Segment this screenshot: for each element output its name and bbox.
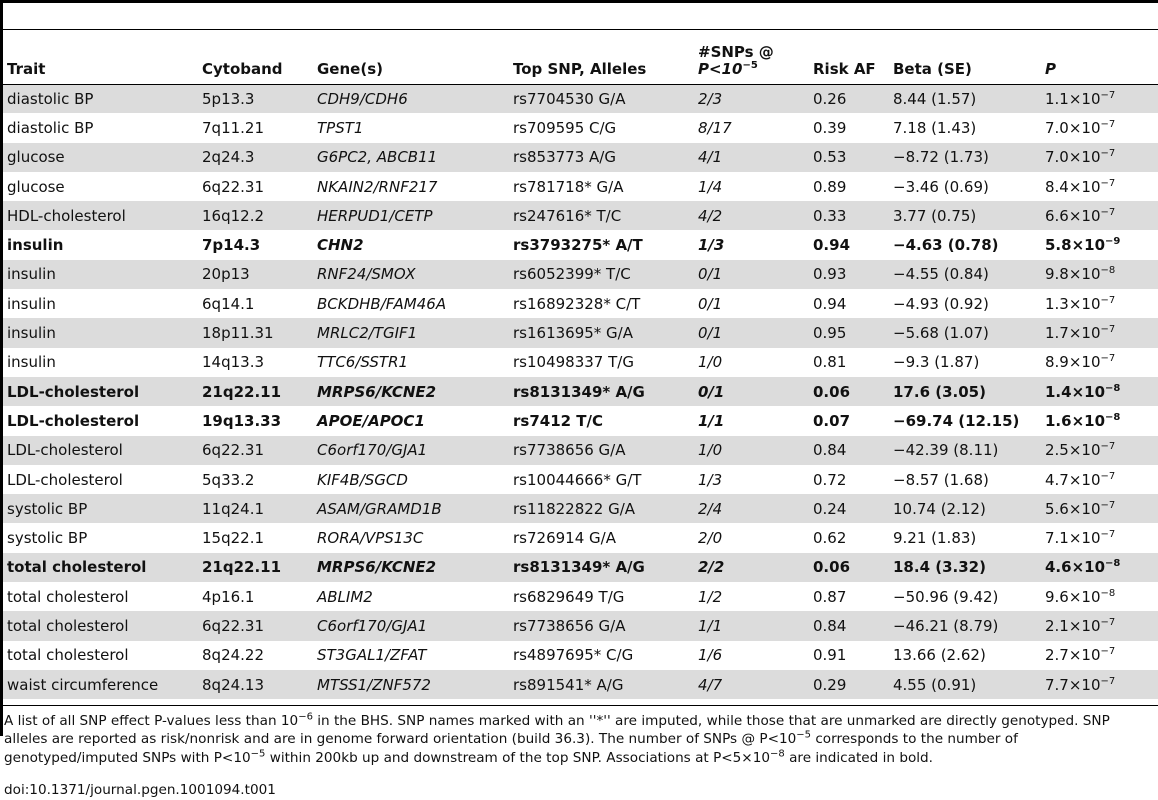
table-row (3, 494, 1158, 523)
cell-cytoband: 6q22.31 (202, 177, 265, 196)
cell-cytoband: 14q13.3 (202, 353, 265, 372)
cell-trait: total cholesterol (3, 611, 198, 640)
table-row (3, 406, 1158, 435)
cell-genes: KIF4B/SGCD (317, 470, 408, 489)
p-mantissa: 8.4 (1045, 177, 1069, 196)
table-row (3, 113, 1158, 142)
p-exponent: −7 (1100, 294, 1116, 306)
cell-snp: rs7704530 G/A (509, 84, 694, 113)
table-container (3, 30, 1158, 699)
cell-snp: rs16892328* C/T (513, 294, 641, 313)
p-mantissa: 5.8 (1045, 236, 1072, 255)
table-row (3, 84, 1158, 113)
cell-snp: rs891541* A/G (509, 670, 694, 699)
cell-cytoband: 6q22.31 (198, 611, 313, 640)
cell-beta: −50.96 (9.42) (893, 587, 999, 606)
cell-risk-af: 0.39 (813, 118, 847, 137)
cell-trait: LDL-cholesterol (3, 377, 198, 406)
cell-trait: insulin (3, 260, 198, 289)
cell-genes: MRLC2/TGIF1 (313, 318, 509, 347)
table-row (3, 582, 1158, 611)
cell-risk-af: 0.06 (809, 553, 889, 582)
cell-nsnps: 0/1 (698, 294, 723, 313)
p-mantissa: 2.5 (1045, 441, 1069, 460)
p-exponent: −7 (1100, 177, 1116, 189)
cell-nsnps: 1/0 (698, 353, 723, 372)
cell-risk-af: 0.91 (813, 646, 847, 665)
cell-cytoband: 6q22.31 (198, 436, 313, 465)
cell-beta: −8.72 (1.73) (889, 143, 1041, 172)
cell-nsnps: 2/0 (698, 529, 723, 548)
cell-cytoband: 8q24.13 (198, 670, 313, 699)
cell-cytoband: 2q24.3 (198, 143, 313, 172)
cell-nsnps: 8/17 (698, 118, 732, 137)
cell-beta: 13.66 (2.62) (893, 646, 986, 665)
cell-genes: APOE/APOC1 (317, 411, 425, 430)
p-mantissa: 1.6 (1045, 411, 1072, 430)
cell-cytoband: 19q13.33 (202, 411, 282, 430)
cell-genes: RNF24/SMOX (313, 260, 509, 289)
cell-risk-af: 0.94 (813, 236, 851, 255)
cell-p: $6.6\times 10^{-7}$ (1041, 201, 1158, 230)
table-row (3, 670, 1158, 699)
cell-trait: waist circumference (3, 670, 198, 699)
cell-snp: rs7738656 G/A (509, 611, 694, 640)
cell-risk-af: 0.84 (809, 436, 889, 465)
cell-genes: BCKDHB/FAM46A (317, 294, 447, 313)
cell-risk-af: 0.93 (809, 260, 889, 289)
cell-p: $8.9\times 10^{-7}$ (1045, 353, 1116, 372)
cell-p: $2.1\times 10^{-7}$ (1041, 611, 1158, 640)
table-row (3, 348, 1158, 377)
cell-risk-af: 0.33 (809, 201, 889, 230)
cell-snp: rs4897695* C/G (513, 646, 634, 665)
snp-table (3, 30, 1158, 699)
cell-nsnps: 0/1 (694, 260, 809, 289)
cell-p: $5.8\times 10^{-9}$ (1045, 236, 1121, 255)
cell-beta: 7.18 (1.43) (893, 118, 977, 137)
cell-trait: LDL-cholesterol (3, 436, 198, 465)
cell-nsnps: 1/2 (698, 587, 723, 606)
cell-beta: −46.21 (8.79) (889, 611, 1041, 640)
p-exponent: −7 (1100, 470, 1116, 482)
cell-trait: insulin (3, 318, 198, 347)
cell-beta: −9.3 (1.87) (893, 353, 980, 372)
p-mantissa: 7.1 (1045, 529, 1069, 548)
cell-trait: diastolic BP (7, 118, 94, 137)
cell-risk-af: 0.07 (813, 411, 851, 430)
cell-beta: −3.46 (0.69) (893, 177, 989, 196)
p-mantissa: 9.8 (1045, 265, 1069, 284)
cell-genes: MRPS6/KCNE2 (313, 553, 509, 582)
p-exponent: −8 (1105, 558, 1121, 570)
col-nsnps: #SNPs @ $P<10^{-5}$ (694, 30, 809, 84)
cell-cytoband: 21q22.11 (198, 377, 313, 406)
table-row (3, 436, 1158, 465)
cell-genes: MRPS6/KCNE2 (313, 377, 509, 406)
cell-cytoband: 7p14.3 (202, 236, 261, 255)
p-exponent: −7 (1100, 324, 1116, 336)
cell-snp: rs11822822 G/A (509, 494, 694, 523)
table-row (3, 289, 1158, 318)
cell-cytoband: 21q22.11 (198, 553, 313, 582)
p-exponent: −7 (1100, 118, 1116, 130)
col-trait: Trait (3, 30, 198, 84)
cell-beta: −8.57 (1.68) (893, 470, 989, 489)
table-row (3, 377, 1158, 406)
cell-risk-af: 0.89 (813, 177, 847, 196)
col-genes: Gene(s) (313, 30, 509, 84)
p-exponent: −7 (1100, 675, 1116, 687)
cell-snp: rs6052399* T/C (509, 260, 694, 289)
cell-snp: rs7412 T/C (513, 411, 604, 430)
cell-beta: 18.4 (3.32) (889, 553, 1041, 582)
cell-genes: G6PC2, ABCB11 (313, 143, 509, 172)
cell-p: $8.4\times 10^{-7}$ (1045, 177, 1116, 196)
cell-trait: total cholesterol (3, 553, 198, 582)
p-exponent: −7 (1100, 529, 1116, 541)
p-mantissa: 1.4 (1045, 382, 1072, 401)
table-row (3, 553, 1158, 582)
cell-nsnps: 4/1 (694, 143, 809, 172)
cell-nsnps: 2/2 (694, 553, 809, 582)
cell-snp: rs726914 G/A (513, 529, 616, 548)
cell-p: $4.7\times 10^{-7}$ (1045, 470, 1116, 489)
cell-beta: −4.93 (0.92) (893, 294, 989, 313)
cell-snp: rs781718* G/A (513, 177, 624, 196)
cell-snp: rs853773 A/G (509, 143, 694, 172)
cell-risk-af: 0.53 (809, 143, 889, 172)
cell-cytoband: 6q14.1 (202, 294, 255, 313)
cell-trait: insulin (7, 353, 56, 372)
cell-genes: C6orf170/GJA1 (313, 436, 509, 465)
cell-trait: systolic BP (7, 529, 88, 548)
col-cytoband: Cytoband (198, 30, 313, 84)
cell-risk-af: 0.95 (809, 318, 889, 347)
cell-trait: LDL-cholesterol (7, 411, 140, 430)
cell-cytoband: 18p11.31 (198, 318, 313, 347)
p-mantissa: 6.6 (1045, 206, 1069, 225)
cell-nsnps: 0/1 (694, 318, 809, 347)
cell-snp: rs10498337 T/G (513, 353, 634, 372)
cell-risk-af: 0.26 (809, 84, 889, 113)
cell-risk-af: 0.94 (813, 294, 847, 313)
cell-trait: insulin (7, 236, 64, 255)
cell-trait: diastolic BP (3, 84, 198, 113)
cell-trait: glucose (7, 177, 65, 196)
cell-beta: −5.68 (1.07) (889, 318, 1041, 347)
p-mantissa: 7.0 (1045, 148, 1069, 167)
cell-beta: 3.77 (0.75) (889, 201, 1041, 230)
top-rule (0, 0, 1158, 3)
cell-cytoband: 7q11.21 (202, 118, 265, 137)
p-mantissa: 2.7 (1045, 646, 1069, 665)
p-mantissa: 4.7 (1045, 470, 1069, 489)
cell-genes: NKAIN2/RNF217 (317, 177, 438, 196)
cell-nsnps: 1/3 (698, 236, 725, 255)
p-mantissa: 1.3 (1045, 294, 1069, 313)
cell-trait: total cholesterol (7, 646, 129, 665)
cell-snp: rs6829649 T/G (513, 587, 625, 606)
cell-beta: −4.63 (0.78) (893, 236, 999, 255)
p-mantissa: 7.0 (1045, 118, 1069, 137)
cell-trait: systolic BP (3, 494, 198, 523)
p-exponent: −7 (1100, 148, 1116, 160)
cell-p: $4.6\times 10^{-8}$ (1041, 553, 1158, 582)
table-row (3, 230, 1158, 259)
cell-p: $7.7\times 10^{-7}$ (1041, 670, 1158, 699)
cell-trait: glucose (3, 143, 198, 172)
cell-cytoband: 16q12.2 (198, 201, 313, 230)
cell-nsnps: 0/1 (694, 377, 809, 406)
p-mantissa: 9.6 (1045, 587, 1069, 606)
cell-nsnps: 1/0 (694, 436, 809, 465)
table-row (3, 641, 1158, 670)
cell-p: $7.0\times 10^{-7}$ (1041, 143, 1158, 172)
cell-cytoband: 8q24.22 (202, 646, 265, 665)
p-exponent: −9 (1105, 236, 1121, 248)
cell-snp: rs7738656 G/A (509, 436, 694, 465)
cell-nsnps: 4/7 (694, 670, 809, 699)
cell-risk-af: 0.62 (813, 529, 847, 548)
cell-beta: 8.44 (1.57) (889, 84, 1041, 113)
cell-p: $1.1\times 10^{-7}$ (1041, 84, 1158, 113)
cell-risk-af: 0.84 (809, 611, 889, 640)
table-caption: A list of all SNP effect P-values less than $10^{-6}$ in the BHS. SNP names marked with an ''*'' are imputed, while those that are unmarked are directly genotyped. SNP alleles are reported as risk/nonrisk and are in genome forward orientation (build 36.3). The number of SNPs @ $P<10^{-5}$ corresponds to the number of genotyped/imputed SNPs with $P<10^{-5}$ within 200kb up and downstream of the top SNP. Associations at $P<5\times 10^{-8}$ are indicated in bold. (4, 711, 1110, 766)
p-exponent: −7 (1100, 499, 1116, 511)
p-exponent: −7 (1100, 89, 1116, 101)
cell-cytoband: 4p16.1 (202, 587, 255, 606)
col-beta: Beta (SE) (889, 30, 1041, 84)
cell-trait: LDL-cholesterol (7, 470, 123, 489)
cell-p: $1.6\times 10^{-8}$ (1045, 411, 1121, 430)
p-mantissa: 1.1 (1045, 89, 1069, 108)
p-mantissa: 4.6 (1045, 558, 1072, 577)
cell-snp: rs8131349* A/G (509, 553, 694, 582)
col-p: P (1041, 30, 1158, 84)
cell-genes: CHN2 (317, 236, 364, 255)
cell-nsnps: 1/1 (694, 611, 809, 640)
cell-trait: HDL-cholesterol (3, 201, 198, 230)
cell-nsnps: 2/3 (694, 84, 809, 113)
p-mantissa: 5.6 (1045, 499, 1069, 518)
cell-risk-af: 0.72 (813, 470, 847, 489)
cell-nsnps: 4/2 (694, 201, 809, 230)
cell-cytoband: 11q24.1 (198, 494, 313, 523)
cell-beta: −42.39 (8.11) (889, 436, 1041, 465)
cell-genes: CDH9/CDH6 (313, 84, 509, 113)
cell-beta: 4.55 (0.91) (889, 670, 1041, 699)
cell-snp: rs1613695* G/A (509, 318, 694, 347)
cell-nsnps: 1/4 (698, 177, 723, 196)
cell-cytoband: 5p13.3 (198, 84, 313, 113)
p-exponent: −7 (1100, 206, 1116, 218)
cell-p: $2.7\times 10^{-7}$ (1045, 646, 1116, 665)
cell-cytoband: 5q33.2 (202, 470, 255, 489)
cell-trait: insulin (7, 294, 56, 313)
cell-p: $7.0\times 10^{-7}$ (1045, 118, 1116, 137)
cell-cytoband: 15q22.1 (202, 529, 265, 548)
table-header-row (3, 30, 1158, 84)
cell-p: $5.6\times 10^{-7}$ (1041, 494, 1158, 523)
cell-genes: ST3GAL1/ZFAT (317, 646, 427, 665)
p-exponent: −8 (1100, 265, 1116, 277)
col-risk-af: Risk AF (809, 30, 889, 84)
cell-snp: rs709595 C/G (513, 118, 617, 137)
cell-beta: −4.55 (0.84) (889, 260, 1041, 289)
cell-genes: MTSS1/ZNF572 (313, 670, 509, 699)
cell-trait: total cholesterol (7, 587, 129, 606)
cell-nsnps: 1/1 (698, 411, 725, 430)
cell-nsnps: 2/4 (694, 494, 809, 523)
p-mantissa: 8.9 (1045, 353, 1069, 372)
p-exponent: −7 (1100, 441, 1116, 453)
cell-genes: ASAM/GRAMD1B (313, 494, 509, 523)
cell-beta: 9.21 (1.83) (893, 529, 977, 548)
table-row (3, 260, 1158, 289)
p-exponent: −7 (1100, 616, 1116, 628)
cell-p: $2.5\times 10^{-7}$ (1041, 436, 1158, 465)
cell-p: $7.1\times 10^{-7}$ (1045, 529, 1116, 548)
cell-nsnps: 1/3 (698, 470, 723, 489)
p-exponent: −8 (1105, 411, 1121, 423)
p-exponent: −7 (1100, 646, 1116, 658)
p-mantissa: 2.1 (1045, 616, 1069, 635)
cell-snp: rs8131349* A/G (509, 377, 694, 406)
cell-nsnps: 1/6 (698, 646, 723, 665)
cell-genes: HERPUD1/CETP (313, 201, 509, 230)
table-row (3, 143, 1158, 172)
cell-genes: RORA/VPS13C (317, 529, 424, 548)
cell-p: $1.7\times 10^{-7}$ (1041, 318, 1158, 347)
table-row (3, 611, 1158, 640)
p-mantissa: 7.7 (1045, 675, 1069, 694)
cell-p: $9.8\times 10^{-8}$ (1041, 260, 1158, 289)
cell-risk-af: 0.81 (813, 353, 847, 372)
cell-beta: −69.74 (12.15) (893, 411, 1020, 430)
table-row (3, 523, 1158, 552)
table-bottom-rule (0, 705, 1158, 706)
cell-beta: 10.74 (2.12) (889, 494, 1041, 523)
cell-p: $1.4\times 10^{-8}$ (1041, 377, 1158, 406)
table-row (3, 201, 1158, 230)
col-top-snp: Top SNP, Alleles (509, 30, 694, 84)
cell-risk-af: 0.24 (809, 494, 889, 523)
cell-beta: 17.6 (3.05) (889, 377, 1041, 406)
table-row (3, 172, 1158, 201)
cell-genes: ABLIM2 (317, 587, 373, 606)
table-body (3, 84, 1158, 699)
p-mantissa: 1.7 (1045, 324, 1069, 343)
cell-risk-af: 0.87 (813, 587, 847, 606)
p-exponent: −8 (1100, 587, 1116, 599)
cell-genes: TPST1 (317, 118, 364, 137)
cell-snp: rs10044666* G/T (513, 470, 642, 489)
table-row (3, 465, 1158, 494)
cell-genes: TTC6/SSTR1 (317, 353, 409, 372)
cell-risk-af: 0.29 (809, 670, 889, 699)
cell-p: $9.6\times 10^{-8}$ (1045, 587, 1116, 606)
cell-risk-af: 0.06 (809, 377, 889, 406)
cell-cytoband: 20p13 (198, 260, 313, 289)
cell-genes: C6orf170/GJA1 (313, 611, 509, 640)
p-exponent: −8 (1105, 382, 1121, 394)
table-row (3, 318, 1158, 347)
doi-text: doi:10.1371/journal.pgen.1001094.t001 (4, 782, 276, 798)
cell-snp: rs247616* T/C (509, 201, 694, 230)
cell-snp: rs3793275* A/T (513, 236, 643, 255)
cell-p: $1.3\times 10^{-7}$ (1045, 294, 1116, 313)
p-exponent: −7 (1100, 353, 1116, 365)
